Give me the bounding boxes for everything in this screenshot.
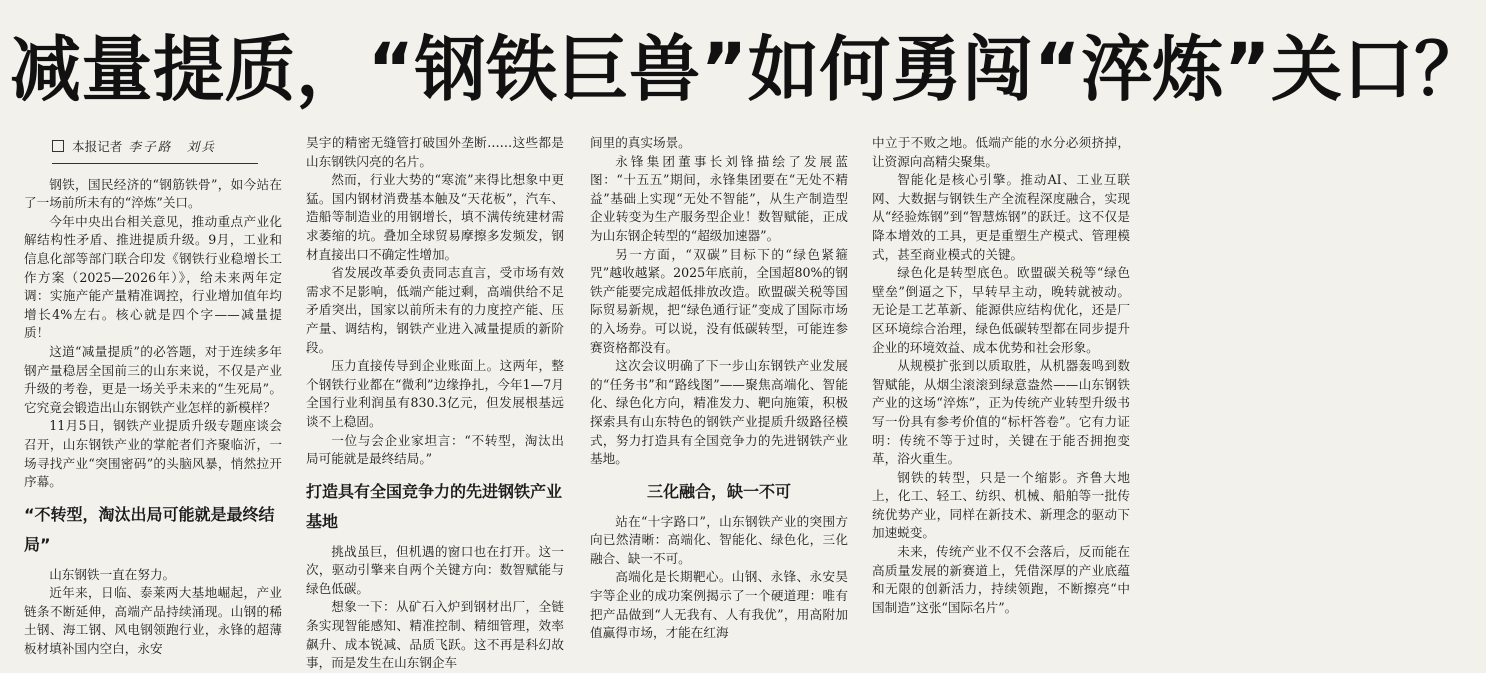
paragraph: 挑战虽巨，但机遇的窗口也在打开。这一次，驱动引擎来自两个关键方向：数智赋能与绿色低碳。	[306, 543, 564, 596]
paragraph: 想象一下：从矿石入炉到钢材出厂，全链条实现智能感知、精准控制、精细管理，效率飙升、成本锐减、品质飞跃。这不再是科幻故事，而是发生在山东钢企车	[306, 599, 564, 671]
paragraph: 省发展改革委负责同志直言，受市场有效需求不足影响，低端产能过剩，高端供给不足矛盾突出，国家以前所未有的力度控产能、压产量、调结构，钢铁产业进入减量提质的新阶段。	[306, 265, 564, 355]
section-heading: “不转型，淘汰出局可能就是最终结局”	[24, 504, 275, 554]
section-heading: 打造具有全国竞争力的先进钢铁产业基地	[306, 481, 563, 531]
paragraph: 压力直接传导到企业账面上。这两年，整个钢铁行业都在“微利”边缘挣扎，今年1—7月全国行业利润虽有830.3亿元，但发展根基远谈不上稳固。	[306, 358, 564, 429]
paragraph: 钢铁，国民经济的“钢筋铁骨”，如今站在了一场前所未有的“淬炼”关口。	[24, 176, 282, 211]
byline	[52, 138, 258, 164]
byline-prefix: 本报记者	[72, 139, 123, 154]
paragraph: 高端化是长期靶心。山钢、永锋、永安昊宇等企业的成功案例揭示了一个硬道理：唯有把产品做到“人无我有、人有我优”，用高附加值赢得市场，才能在红海	[590, 569, 848, 641]
headline: 减量提质，“钢铁巨兽”如何勇闯“淬炼”关口？	[10, 28, 1486, 111]
paragraph: 然而，行业大势的“寒流”来得比想象中更猛。国内钢材消费基本触及“天花板”，汽车、造船等制造业的用钢增长，填不满传统建材需求萎缩的坑。叠加全球贸易摩擦多发频发，钢材直接出口不确定性增加。	[306, 172, 564, 262]
paragraph: 站在“十字路口”，山东钢铁产业的突围方向已然清晰：高端化、智能化、绿色化，三化融合、缺一不可。	[590, 513, 848, 566]
paragraph: 11月5日，钢铁产业提质升级专题座谈会召开，山东钢铁产业的掌舵者们齐聚临沂，一场寻找产业“突围密码”的头脑风暴，悄然拉开序幕。	[24, 418, 282, 490]
paragraph: 山东钢铁一直在努力。	[49, 566, 176, 582]
paragraph: 智能化是核心引擎。推动AI、工业互联网、大数据与钢铁生产全流程深度融合，实现从“经验炼钢”到“智慧炼钢”的跃迁。这不仅是降本增效的工具，更是重塑生产模式、管理模式，甚至商业模式的关键。	[872, 172, 1130, 262]
paragraph: 近年来，日临、泰莱两大基地崛起，产业链条不断延伸，高端产品持续涌现。山钢的稀土钢、海工钢、风电钢领跑行业，永锋的超薄板材填补国内空白，永安	[24, 585, 282, 657]
column-4	[872, 134, 1130, 661]
column-3	[590, 134, 848, 661]
byline-box-icon	[52, 140, 64, 152]
paragraph: 从规模扩张到以质取胜，从机器轰鸣到数智赋能，从烟尘滚滚到绿意盎然——山东钢铁产业的这场“淬炼”，正为传统产业转型升级书写一份具有参考价值的“标杆答卷”。它有力证明：传统不等于过时，关键在于能否拥抱变革，浴火重生。	[872, 358, 1130, 467]
column-1	[24, 134, 282, 661]
section-heading: 三化融合，缺一不可	[646, 481, 791, 501]
byline-names: 李子路 刘兵	[128, 139, 216, 154]
paragraph: 绿色化是转型底色。欧盟碳关税等“绿色壁垒”倒逼之下，早转早主动，晚转就被动。无论是工艺革新、能源供应结构优化，还是厂区环境综合治理，绿色低碳转型都在同步提升企业的环境效益、成本优势和社会形象。	[872, 265, 1130, 355]
paragraph: 一位与会企业家坦言：“不转型，淘汰出局可能就是最终结局。”	[306, 432, 564, 467]
paragraph: 永锋集团董事长刘锋描绘了发展蓝图：“十五五”期间，永锋集团要在“无处不精益”基础上实现“无处不智能”，从生产制造型企业转变为生产服务型企业！数智赋能，正成为山东钢企转型的“超级加速器”。	[590, 153, 848, 243]
paragraph: 另一方面，“双碳”目标下的“绿色紧箍咒”越收越紧。2025年底前，全国超80%的钢铁产能要完成超低排放改造。欧盟碳关税等国际贸易新规，把“绿色通行证”变成了国际市场的入场券。可以说，没有低碳转型，可能连参赛资格都没有。	[590, 246, 848, 355]
paragraph: 中立于不败之地。低端产能的水分必须挤掉，让资源向高精尖聚集。	[872, 135, 1130, 169]
paragraph: 钢铁的转型，只是一个缩影。齐鲁大地上，化工、轻工、纺织、机械、船舶等一批传统优势产业，同样在新技术、新理念的驱动下加速蜕变。	[872, 469, 1130, 541]
paragraph: 今年中央出台相关意见，推动重点产业化解结构性矛盾、推进提质升级。9月，工业和信息化部等部门联合印发《钢铁行业稳增长工作方案（2025—2026年）》，给未来两年定调：实施产能产量精准调控，行业增加值年均增长4%左右。核心就是四个字——减量提质！	[24, 213, 282, 341]
paragraph: 这道“减量提质”的必答题，对于连续多年钢产量稳居全国前三的山东来说，不仅是产业升级的考卷，更是一场关乎未来的“生死局”。它究竟会锻造出山东钢铁产业怎样的新模样？	[24, 343, 282, 415]
paragraph: 未来，传统产业不仅不会落后，反而能在高质量发展的新赛道上，凭借深厚的产业底蕴和无限的创新活力，持续领跑，不断擦亮“中国制造”这张“国际名片”。	[872, 544, 1130, 615]
paragraph: 这次会议明确了下一步山东钢铁产业发展的“任务书”和“路线图”——聚焦高端化、智能化、绿色化方向，精准发力、靶向施策，积极探索具有山东特色的钢铁产业提质升级路径模式，努力打造具有全国竞争力的先进钢铁产业基地。	[590, 358, 848, 467]
column-2	[306, 134, 564, 671]
paragraph: 间里的真实场景。	[590, 135, 691, 150]
paragraph: 昊宇的精密无缝管打破国外垄断……这些都是山东钢铁闪亮的名片。	[306, 135, 564, 169]
